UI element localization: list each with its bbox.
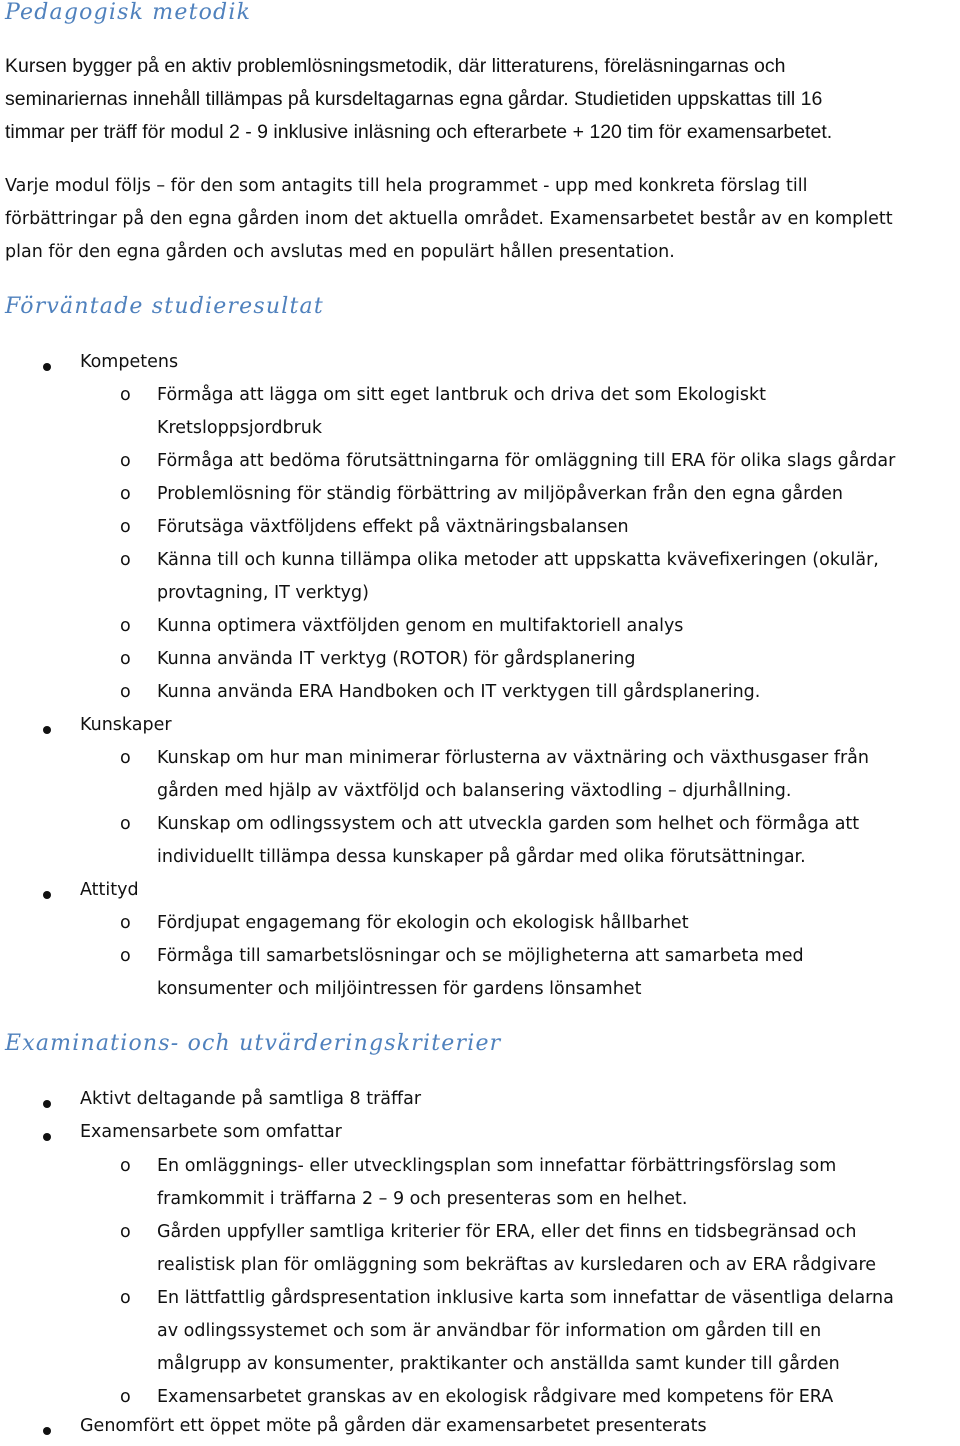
text-line: Problemlösning för ständig förbättring av miljöpåverkan från den egna gården	[157, 484, 843, 504]
text-line: Förmåga till samarbetslösningar och se möjligheterna att samarbeta med	[157, 946, 804, 966]
text-line: Varje modul följs – för den som antagits till hela programmet - upp med konkreta förslag till	[5, 176, 808, 196]
list-item-oppet-mote: Genomfört ett öppet möte på gården där examensarbetet presenterats	[80, 1416, 707, 1436]
list-item-kunskaper: Kunskaper	[80, 715, 172, 735]
text-line: Känna till och kunna tillämpa olika metoder att uppskatta kvävefixeringen (okulär,	[157, 550, 879, 570]
text-line: Kunna använda IT verktyg (ROTOR) för gårdsplanering	[157, 649, 636, 669]
text-line: Förmåga att lägga om sitt eget lantbruk och driva det som Ekologiskt	[157, 385, 767, 405]
sub-list-item	[157, 1150, 836, 1216]
sub-bullet-icon: o	[120, 451, 131, 471]
sub-list-item	[157, 808, 859, 874]
list-item-kompetens: Kompetens	[80, 352, 179, 372]
list-item-aktivt-deltagande: Aktivt deltagande på samtliga 8 träffar	[80, 1089, 422, 1109]
sub-list-item	[157, 907, 689, 940]
bullet-icon	[43, 726, 51, 734]
sub-bullet-icon: o	[120, 1156, 131, 1176]
sub-bullet-icon: o	[120, 1288, 131, 1308]
sub-bullet-icon: o	[120, 385, 131, 405]
text-line: förbättringar på den egna gården inom det aktuella området. Examensarbetet består av en komplett	[5, 209, 893, 229]
text-line: En omläggnings- eller utvecklingsplan som innefattar förbättringsförslag som	[157, 1156, 837, 1176]
heading-examinationskriterier: Examinations- och utvärderingskriterier	[5, 1031, 502, 1056]
sub-list-item	[157, 379, 766, 445]
sub-bullet-icon: o	[120, 1222, 131, 1242]
sub-bullet-icon: o	[120, 550, 131, 570]
text-line: individuellt tillämpa dessa kunskaper på gårdar med olika förutsättningar.	[157, 847, 806, 867]
sub-list-item	[157, 610, 683, 643]
sub-bullet-icon: o	[120, 616, 131, 636]
text-line: Kunskap om odlingssystem och att utveckla garden som helhet och förmåga att	[157, 814, 860, 834]
sub-list-item	[157, 511, 629, 544]
text-line: seminariernas innehåll tillämpas på kursdeltagarnas egna gårdar. Studietiden uppskattas till 16	[5, 88, 823, 110]
text-line: av odlingssystemet och som är användbar för information om gården till en	[157, 1321, 822, 1341]
sub-bullet-icon: o	[120, 649, 131, 669]
sub-list-item	[157, 544, 879, 610]
text-line: Kretsloppsjordbruk	[157, 418, 323, 438]
paragraph-method-2	[5, 170, 893, 269]
sub-list-item	[157, 940, 804, 1006]
text-line: provtagning, IT verktyg)	[157, 583, 369, 603]
text-line: gården med hjälp av växtföljd och balansering växtodling – djurhållning.	[157, 781, 792, 801]
text-line: Examensarbetet granskas av en ekologisk rådgivare med kompetens för ERA	[157, 1387, 834, 1407]
text-line: plan för den egna gården och avslutas med en populärt hållen presentation.	[5, 242, 675, 262]
text-line: En lättfattlig gårdspresentation inklusive karta som innefattar de väsentliga delarna	[157, 1288, 894, 1308]
text-line: Kunna optimera växtföljden genom en multifaktoriell analys	[157, 616, 684, 636]
text-line: realistisk plan för omläggning som bekräftas av kursledaren och av ERA rådgivare	[157, 1255, 877, 1275]
bullet-icon	[43, 1427, 51, 1435]
sub-bullet-icon: o	[120, 484, 131, 504]
text-line: målgrupp av konsumenter, praktikanter och anställda samt kunder till gården	[157, 1354, 840, 1374]
text-line: Förutsäga växtföljdens effekt på växtnäringsbalansen	[157, 517, 629, 537]
sub-list-item	[157, 676, 760, 709]
bullet-icon	[43, 891, 51, 899]
sub-bullet-icon: o	[120, 1387, 131, 1407]
text-line: Kursen bygger på en aktiv problemlösningsmetodik, där litteraturens, föreläsningarnas och	[5, 55, 786, 77]
bullet-icon	[43, 1100, 51, 1108]
sub-bullet-icon: o	[120, 913, 131, 933]
sub-bullet-icon: o	[120, 682, 131, 702]
list-item-examensarbete: Examensarbete som omfattar	[80, 1122, 342, 1142]
sub-list-item	[157, 643, 635, 676]
sub-list-item	[157, 445, 895, 478]
text-line: Gården uppfyller samtliga kriterier för ERA, eller det finns en tidsbegränsad och	[157, 1222, 857, 1242]
sub-list-item	[157, 1282, 894, 1381]
list-item-attityd: Attityd	[80, 880, 139, 900]
sub-list-item	[157, 742, 869, 808]
sub-bullet-icon: o	[120, 748, 131, 768]
text-line: konsumenter och miljöintressen för gardens lönsamhet	[157, 979, 642, 999]
bullet-icon	[43, 1133, 51, 1141]
heading-forvantade-studieresultat: Förväntade studieresultat	[5, 294, 324, 319]
sub-list-item	[157, 1216, 876, 1282]
heading-pedagogisk-metodik: Pedagogisk metodik	[5, 0, 252, 25]
bullet-icon	[43, 363, 51, 371]
sub-bullet-icon: o	[120, 517, 131, 537]
sub-bullet-icon: o	[120, 946, 131, 966]
text-line: Kunna använda ERA Handboken och IT verktygen till gårdsplanering.	[157, 682, 761, 702]
text-line: Kunskap om hur man minimerar förlusterna av växtnäring och växthusgaser från	[157, 748, 869, 768]
sub-bullet-icon: o	[120, 814, 131, 834]
text-line: framkommit i träffarna 2 – 9 och presenteras som en helhet.	[157, 1189, 688, 1209]
sub-list-item	[157, 478, 843, 511]
text-line: Förmåga att bedöma förutsättningarna för omläggning till ERA för olika slags gårdar	[157, 451, 896, 471]
paragraph-method-1	[5, 50, 832, 149]
text-line: timmar per träff för modul 2 - 9 inklusive inläsning och efterarbete + 120 tim för examensarbetet.	[5, 121, 833, 143]
text-line: Fördjupat engagemang för ekologin och ekologisk hållbarhet	[157, 913, 689, 933]
